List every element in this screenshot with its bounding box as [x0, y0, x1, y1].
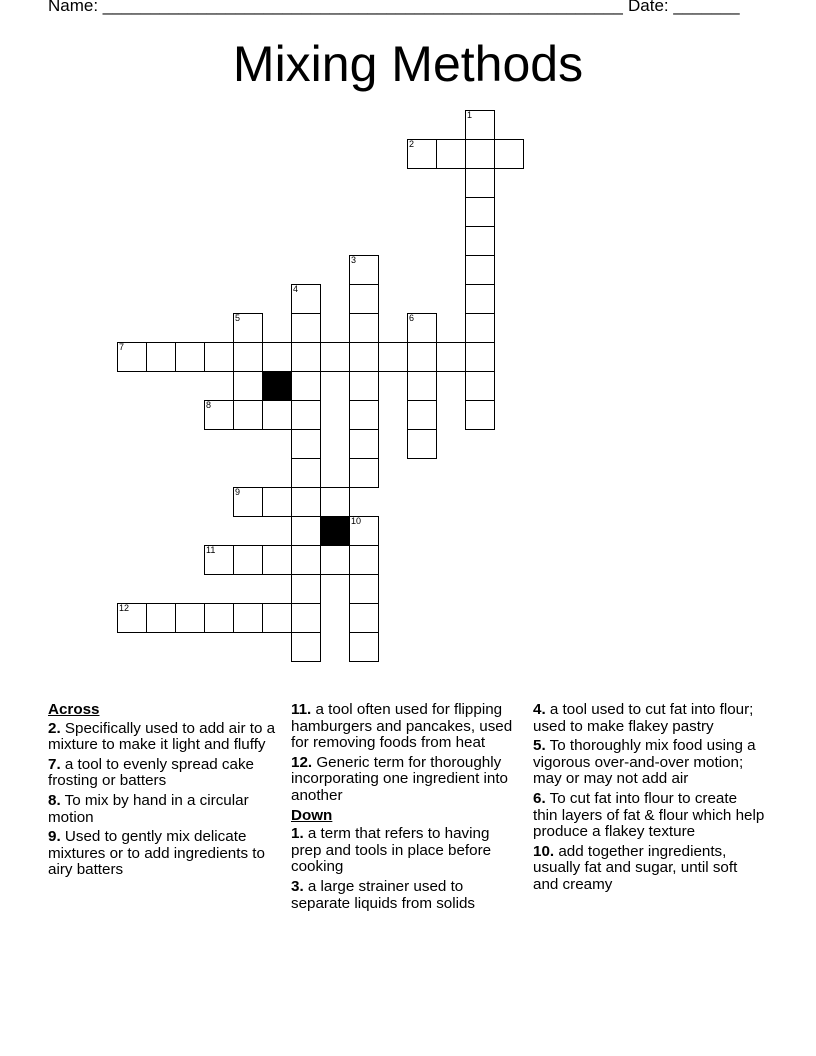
crossword-cell[interactable]	[262, 603, 292, 633]
crossword-cell[interactable]	[465, 400, 495, 430]
crossword-cell[interactable]	[407, 313, 437, 343]
crossword-cell[interactable]	[436, 139, 466, 169]
crossword-cell[interactable]	[349, 458, 379, 488]
crossword-cell[interactable]	[291, 371, 321, 401]
crossword-cell[interactable]	[407, 139, 437, 169]
down-clue	[291, 879, 523, 912]
across-clue	[48, 829, 280, 879]
across-clue-list-continued	[291, 702, 523, 805]
crossword-cell[interactable]	[262, 400, 292, 430]
clue-number: 1.	[291, 825, 304, 843]
crossword-cell[interactable]	[262, 545, 292, 575]
across-clue	[48, 757, 280, 790]
clue-text: To cut fat into flour to create thin layers of fat & flour which help produce a flakey texture	[533, 789, 765, 841]
crossword-cell[interactable]	[465, 139, 495, 169]
crossword-cell[interactable]	[233, 400, 263, 430]
crossword-cell[interactable]	[349, 284, 379, 314]
clue-number: 2.	[48, 719, 61, 737]
crossword-cell[interactable]	[349, 603, 379, 633]
crossword-cell[interactable]	[291, 313, 321, 343]
down-heading: Down	[291, 806, 333, 824]
crossword-cell[interactable]	[233, 545, 263, 575]
clue-number-9: 9	[235, 487, 241, 497]
blocked-cell	[320, 516, 350, 546]
crossword-cell[interactable]	[465, 110, 495, 140]
crossword-cell[interactable]	[465, 342, 495, 372]
clue-number: 5.	[533, 737, 546, 755]
crossword-cell[interactable]	[465, 255, 495, 285]
crossword-cell[interactable]	[291, 487, 321, 517]
clue-number: 6.	[533, 789, 546, 807]
crossword-cell[interactable]	[407, 371, 437, 401]
across-clue	[48, 793, 280, 826]
crossword-cell[interactable]	[349, 632, 379, 662]
crossword-cell[interactable]	[465, 168, 495, 198]
crossword-cell[interactable]	[407, 429, 437, 459]
down-clue	[533, 738, 765, 788]
crossword-cell[interactable]	[233, 342, 263, 372]
clue-number-1: 1	[467, 110, 473, 120]
crossword-cell[interactable]	[349, 516, 379, 546]
clue-number-4: 4	[293, 284, 299, 294]
crossword-cell[interactable]	[349, 429, 379, 459]
crossword-cell[interactable]	[349, 545, 379, 575]
crossword-cell[interactable]	[291, 342, 321, 372]
crossword-cell[interactable]	[291, 603, 321, 633]
crossword-cell[interactable]	[291, 458, 321, 488]
clue-number-5: 5	[235, 313, 241, 323]
crossword-cell[interactable]	[146, 342, 176, 372]
crossword-cell[interactable]	[204, 545, 234, 575]
clues-column-3	[533, 702, 765, 897]
clue-number: 10.	[533, 842, 555, 860]
crossword-cell[interactable]	[233, 487, 263, 517]
down-clue	[533, 844, 765, 894]
crossword-cell[interactable]	[436, 342, 466, 372]
across-clue	[48, 721, 280, 754]
crossword-cell[interactable]	[349, 313, 379, 343]
clue-text: To mix by hand in a circular motion	[48, 791, 249, 826]
down-clue-list-continued	[533, 702, 765, 894]
crossword-cell[interactable]	[465, 371, 495, 401]
clue-number: 4.	[533, 701, 546, 718]
crossword-cell[interactable]	[320, 342, 350, 372]
crossword-cell[interactable]	[291, 632, 321, 662]
crossword-cell[interactable]	[349, 371, 379, 401]
crossword-cell[interactable]	[291, 429, 321, 459]
clue-text: a tool often used for flipping hamburgers and pancakes, used for removing foods from heat	[291, 701, 513, 752]
crossword-cell[interactable]	[291, 400, 321, 430]
crossword-cell[interactable]	[407, 342, 437, 372]
crossword-cell[interactable]	[291, 516, 321, 546]
crossword-cell[interactable]	[204, 603, 234, 633]
crossword-cell[interactable]	[291, 284, 321, 314]
clue-text: a tool used to cut fat into flour; used to make flakey pastry	[533, 701, 754, 735]
crossword-cell[interactable]	[465, 284, 495, 314]
crossword-cell[interactable]	[320, 487, 350, 517]
down-clue	[533, 702, 765, 735]
crossword-cell[interactable]	[378, 342, 408, 372]
clue-number: 7.	[48, 755, 61, 773]
clue-text: Used to gently mix delicate mixtures or to add ingredients to airy batters	[48, 828, 265, 879]
crossword-cell[interactable]	[465, 226, 495, 256]
clues-column-2	[291, 702, 523, 915]
clue-number-2: 2	[409, 139, 415, 149]
crossword-cell[interactable]	[465, 197, 495, 227]
crossword-cell[interactable]	[204, 400, 234, 430]
clue-number: 11.	[291, 701, 312, 718]
clue-number-12: 12	[119, 603, 130, 613]
clue-number: 8.	[48, 791, 61, 809]
crossword-cell[interactable]	[233, 313, 263, 343]
across-heading: Across	[48, 701, 100, 718]
clue-number: 12.	[291, 753, 313, 771]
clue-text: Generic term for thoroughly incorporating one ingredient into another	[291, 753, 508, 804]
clue-number-10: 10	[351, 516, 362, 526]
across-clue	[291, 755, 523, 805]
clue-text: add together ingredients, usually fat and sugar, until soft and creamy	[533, 842, 738, 893]
crossword-cell[interactable]	[175, 342, 205, 372]
name-field-label[interactable]: Name: _______________________________________________________	[48, 0, 623, 15]
crossword-cell[interactable]	[117, 603, 147, 633]
across-clue	[291, 702, 523, 752]
crossword-cell[interactable]	[494, 139, 524, 169]
crossword-cell[interactable]	[349, 574, 379, 604]
crossword-cell[interactable]	[349, 255, 379, 285]
clue-text: a large strainer used to separate liquids from solids	[291, 877, 476, 912]
clue-number: 3.	[291, 877, 304, 895]
crossword-cell[interactable]	[349, 400, 379, 430]
clue-text: a term that refers to having prep and tools in place before cooking	[291, 825, 492, 876]
crossword-cell[interactable]	[204, 342, 234, 372]
clue-text: Specifically used to add air to a mixture to make it light and fluffy	[48, 719, 276, 754]
crossword-cell[interactable]	[320, 545, 350, 575]
clues-column-1	[48, 702, 280, 882]
clue-text: a tool to evenly spread cake frosting or batters	[48, 755, 255, 790]
crossword-cell[interactable]	[291, 545, 321, 575]
clue-number-3: 3	[351, 255, 357, 265]
crossword-cell[interactable]	[291, 574, 321, 604]
crossword-cell[interactable]	[175, 603, 205, 633]
clue-text: To thoroughly mix food using a vigorous over-and-over motion; may or may not add air	[533, 737, 756, 788]
clue-number-7: 7	[119, 342, 125, 352]
clue-number-8: 8	[206, 400, 212, 410]
page-title: Mixing Methods	[232, 36, 584, 92]
crossword-cell[interactable]	[349, 342, 379, 372]
blocked-cell	[262, 371, 292, 401]
date-field-label[interactable]: Date: _______	[628, 0, 740, 15]
down-clue	[533, 791, 765, 841]
down-clue	[291, 826, 523, 876]
crossword-cell[interactable]	[262, 487, 292, 517]
crossword-cell[interactable]	[117, 342, 147, 372]
crossword-cell[interactable]	[233, 371, 263, 401]
clue-number-6: 6	[409, 313, 415, 323]
crossword-cell[interactable]	[407, 400, 437, 430]
clue-number-11: 11	[206, 545, 216, 555]
crossword-cell[interactable]	[262, 342, 292, 372]
crossword-cell[interactable]	[233, 603, 263, 633]
clue-number: 9.	[48, 828, 61, 846]
crossword-cell[interactable]	[146, 603, 176, 633]
across-clue-list	[48, 721, 280, 879]
crossword-cell[interactable]	[465, 313, 495, 343]
down-clue-list	[291, 826, 523, 912]
